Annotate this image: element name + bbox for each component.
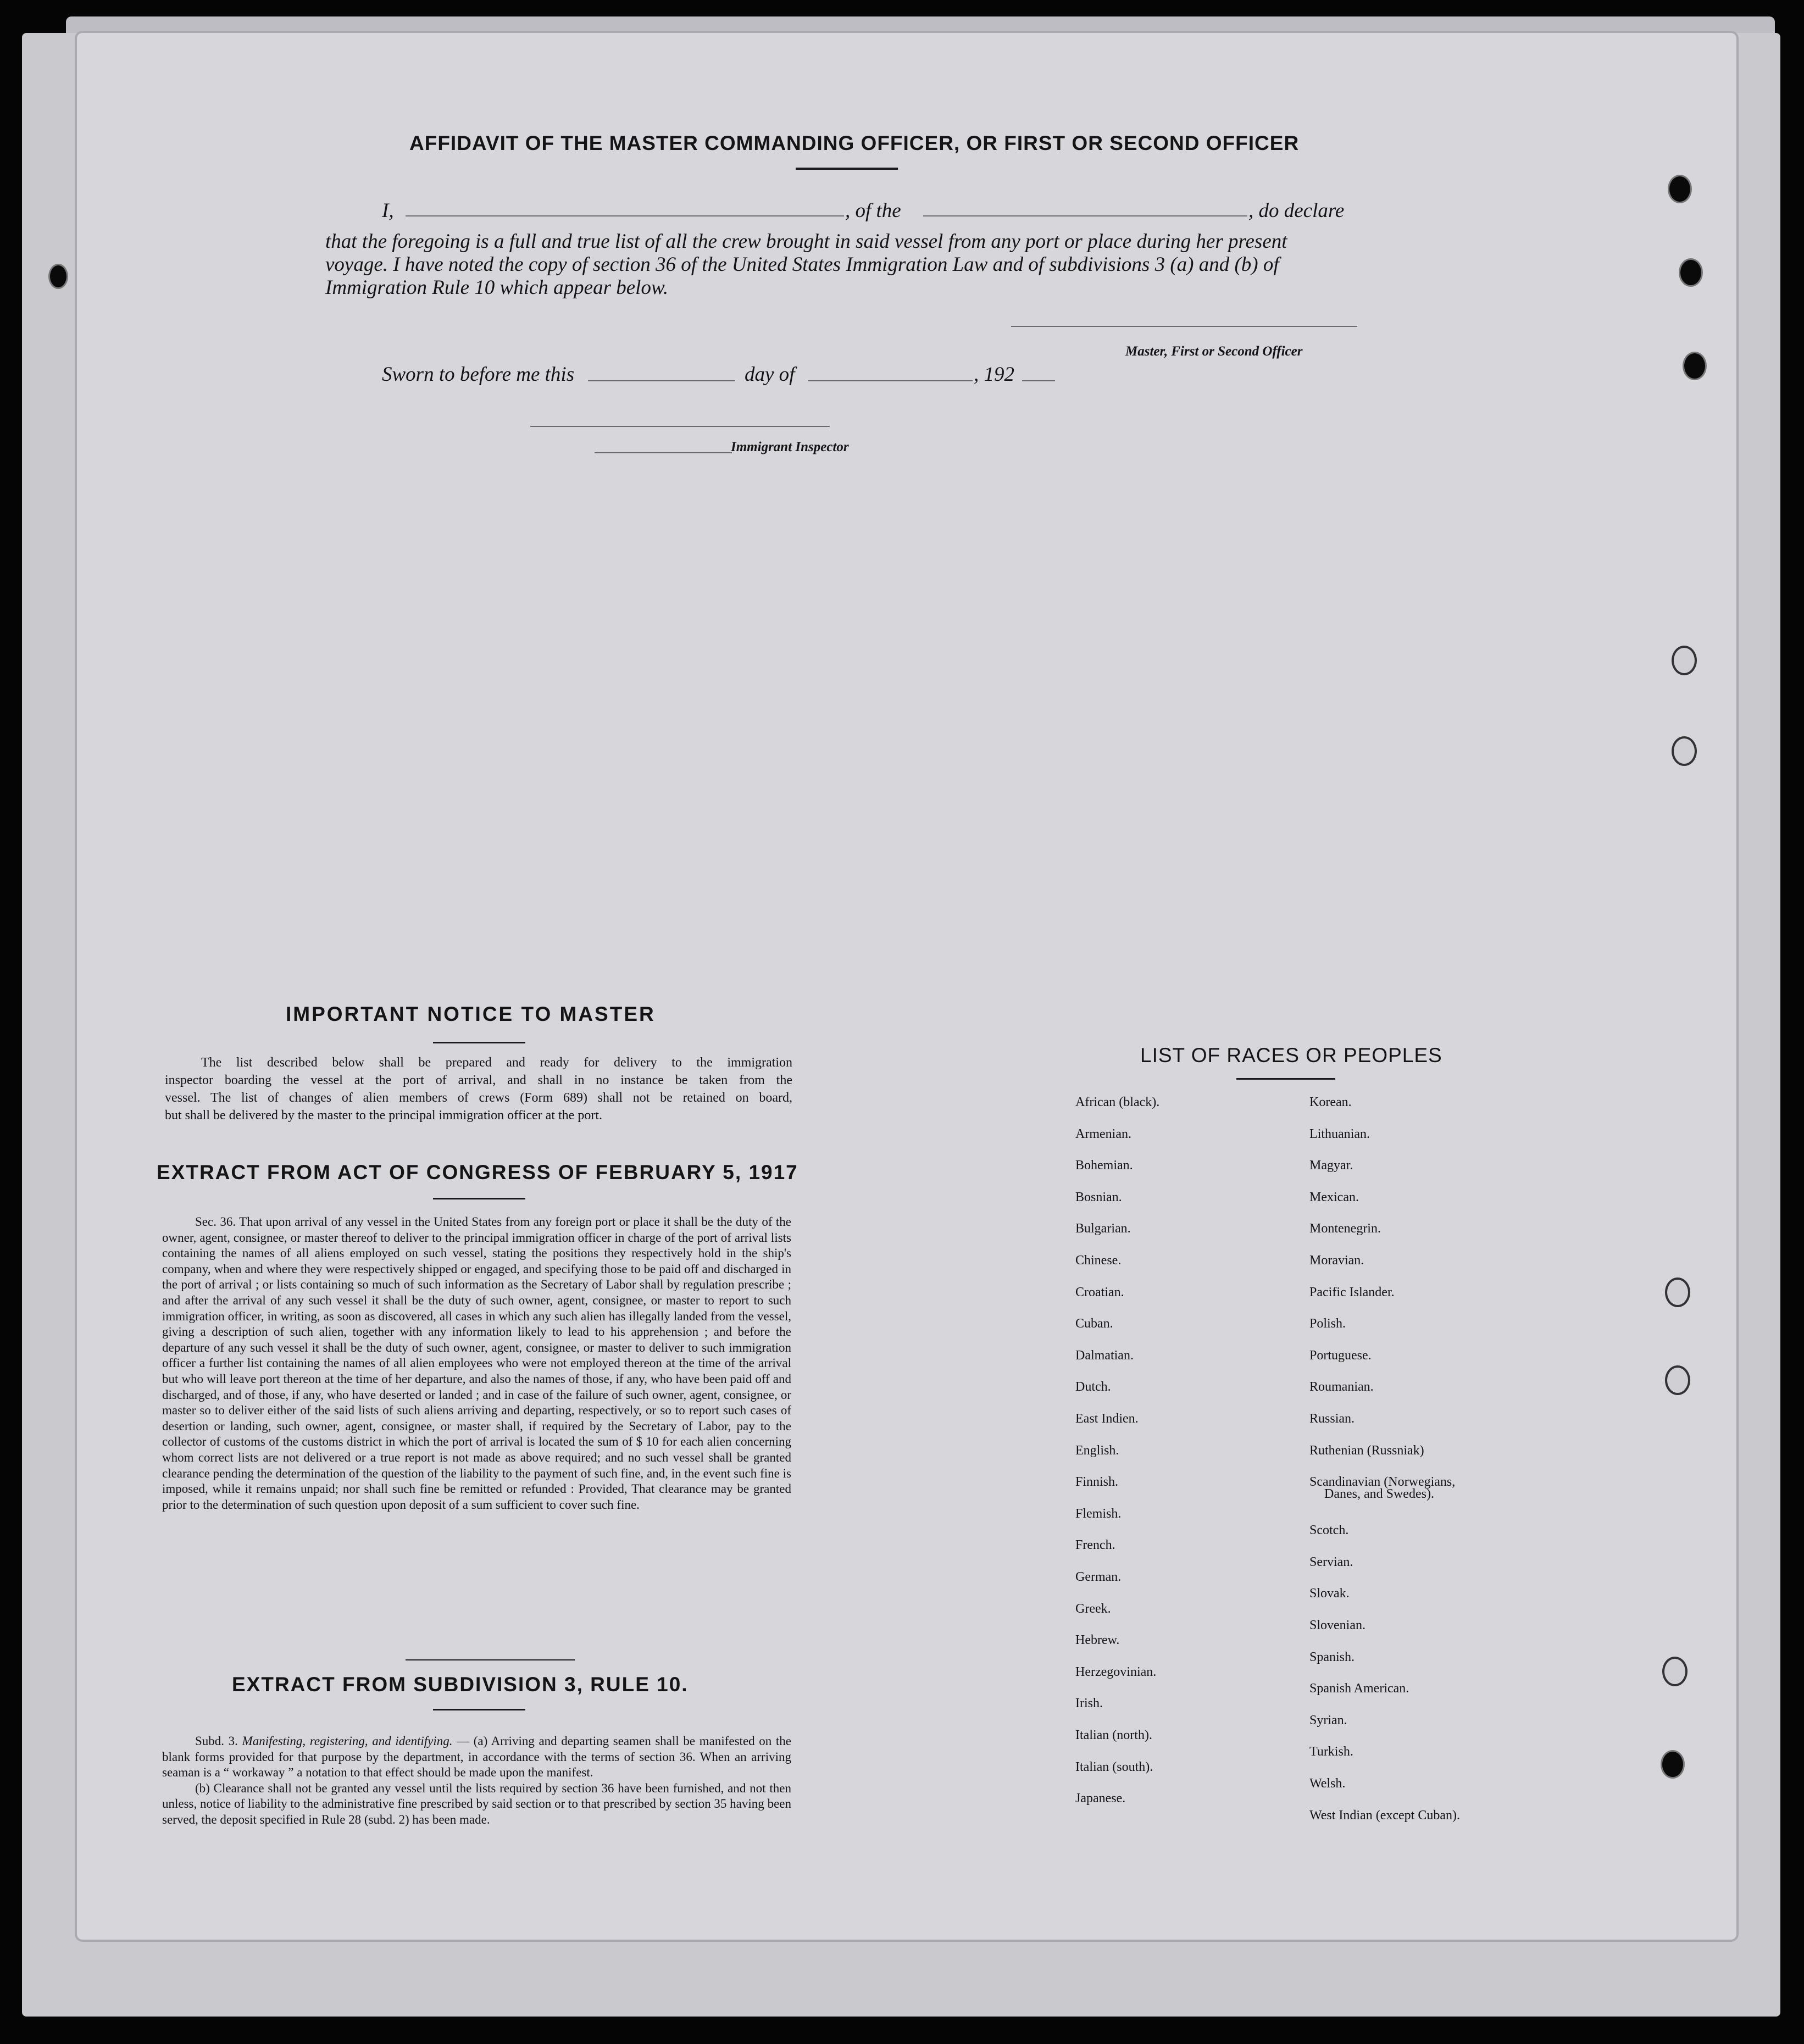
race-item: Roumanian. (1309, 1380, 1374, 1395)
binder-hole-icon (1661, 1750, 1685, 1779)
race-item: Cuban. (1075, 1317, 1113, 1331)
races-heading: LIST OF RACES OR PEOPLES (1140, 1044, 1442, 1067)
race-item: Italian (north). (1075, 1728, 1152, 1742)
race-item: Croatian. (1075, 1285, 1124, 1299)
extract-act-underline (433, 1198, 525, 1199)
inspector-signature-line (530, 426, 830, 427)
master-signature-label: Master, First or Second Officer (1125, 344, 1303, 359)
subd-prefix: Subd. 3. (195, 1734, 238, 1748)
race-item: Italian (south). (1075, 1759, 1153, 1774)
race-item: Spanish American. (1309, 1681, 1409, 1696)
race-item: Dutch. (1075, 1380, 1111, 1395)
affidavit-i-label: I, (382, 199, 394, 222)
paragraph-a (162, 1734, 791, 1781)
section-divider (406, 1659, 575, 1660)
race-item: Moravian. (1309, 1253, 1364, 1268)
year-prefix: , 192 (974, 363, 1014, 386)
extract-rule-underline (433, 1709, 525, 1710)
race-item-continuation: Danes, and Swedes). (1324, 1487, 1434, 1501)
race-item: Portuguese. (1309, 1348, 1372, 1363)
affidavit-line-1: that the foregoing is a full and true list of all the crew brought in said vessel from any port or place during her present (325, 230, 1287, 253)
race-item: French. (1075, 1538, 1115, 1553)
master-signature-line (1011, 326, 1357, 327)
notice-line-2: inspector boarding the vessel at the port of arrival, and shall in no instance be taken from the (165, 1073, 792, 1087)
binder-hole-icon (1672, 646, 1697, 675)
race-item: Polish. (1309, 1317, 1346, 1331)
paragraph-b (162, 1781, 791, 1828)
race-item: African (black). (1075, 1095, 1160, 1109)
extract-rule-heading: EXTRACT FROM SUBDIVISION 3, RULE 10. (232, 1673, 689, 1696)
race-item: Irish. (1075, 1696, 1103, 1711)
race-item: Hebrew. (1075, 1633, 1120, 1648)
binder-hole-icon (1665, 1365, 1690, 1395)
inspector-label: Immigrant Inspector (731, 440, 849, 454)
notice-text (165, 1054, 792, 1124)
race-item: Montenegrin. (1309, 1221, 1381, 1236)
binder-hole-icon (1662, 1657, 1688, 1686)
heading-underline (796, 168, 898, 170)
race-item: Magyar. (1309, 1158, 1353, 1173)
race-item: Japanese. (1075, 1791, 1126, 1806)
race-item: Korean. (1309, 1095, 1352, 1109)
notice-line-3: vessel. The list of changes of alien members of crews (Form 689) shall not be retained on board, (165, 1091, 792, 1105)
race-item: Slovenian. (1309, 1618, 1366, 1632)
subdivision-3-text (162, 1734, 791, 1828)
race-item: Turkish. (1309, 1745, 1353, 1759)
notice-heading: IMPORTANT NOTICE TO MASTER (286, 1003, 656, 1025)
notice-underline (433, 1042, 525, 1043)
races-underline (1236, 1078, 1335, 1080)
sworn-label: Sworn to before me this (382, 363, 575, 386)
extract-act-heading: EXTRACT FROM ACT OF CONGRESS OF FEBRUARY 5, 1917 (157, 1161, 798, 1184)
affidavit-of-the-label: , of the (845, 199, 901, 222)
race-item: Chinese. (1075, 1253, 1122, 1268)
year-blank-line (1022, 380, 1055, 381)
section-36-body: Sec. 36. That upon arrival of any vessel in the United States from any foreign port or place it shall be the duty of the owner, agent, consignee, or master thereof to deliver to the principal immigration officer in charge of the port of arrival lists containing the names of all aliens employed on such vessel, stating the positions they respectively hold in the ship's company, when and where they were respectively shipped or engaged, and specifying those to be paid off and discharged in the port of arrival ; or lists containing so much of such information as the Secretary of Labor shall by regulation prescribe ; and after the arrival of any such vessel it shall be the duty of such owner, agent, consignee, or master to report to such immigration officer, in writing, as soon as discovered, all cases in which any such alien has illegally landed from the vessel, giving a description of such alien, together with any information likely to lead to his apprehension ; and before the departure of any such vessel it shall be the duty of such owner, agent, consignee, or master to deliver to such immigration officer a further list containing the names of all alien employees who were not employed thereon at the time of the arrival but who will leave port thereon at the time of her departure, and also the names of those, if any, who have been paid off and discharged, and of those, if any, who have deserted or landed ; and in case of the failure of such owner, agent, consignee, or master so to deliver either of the said lists of such aliens arriving and departing, respectively, or so to report such cases of desertion or landing, such owner, agent, consignee, or master shall, if required by the Secretary of Labor, pay to the collector of customs of the customs district in which the port of arrival is located the sum of $ 10 for each alien concerning whom correct lists are not delivered or a true report is not made as above required; and no such vessel shall be granted clearance pending the determination of the question of the liability to the payment of such fine, and, in the event such fine is imposed, while it remains unpaid; nor shall such fine be remitted or refunded : Provided, That clearance may be granted prior to the determination of such question upon deposit of a sum sufficient to cover such fine. (162, 1215, 791, 1512)
race-item: English. (1075, 1443, 1119, 1458)
race-item: Scotch. (1309, 1523, 1349, 1538)
race-item: Spanish. (1309, 1649, 1355, 1664)
month-blank-line (808, 380, 973, 381)
race-item: Finnish. (1075, 1475, 1119, 1490)
binder-hole-icon (1683, 352, 1707, 380)
race-item: Dalmatian. (1075, 1348, 1134, 1363)
binder-hole-icon (1668, 175, 1692, 203)
race-item: Armenian. (1075, 1126, 1131, 1141)
subd-title: Manifesting, registering, and identifying. (242, 1734, 453, 1748)
binder-hole-icon (48, 264, 68, 289)
affidavit-do-declare: , do declare (1248, 199, 1345, 222)
race-item: East Indien. (1075, 1412, 1139, 1426)
affidavit-line-2: voyage. I have noted the copy of section 36 of the United States Immigration Law and of subdivisions 3 (a) and (b) of (325, 253, 1279, 276)
race-item: Bohemian. (1075, 1158, 1133, 1173)
race-item: Russian. (1309, 1412, 1355, 1426)
day-of-label: day of (745, 363, 795, 386)
subd-b-text: (b) Clearance shall not be granted any vessel until the lists required by section 36 have been furnished, and not then unless, notice of liability to the administrative fine prescribed by said section or to that prescribed by section 35 having been served, the deposit specified in Rule 28 (subd. 2) has been made. (162, 1781, 791, 1826)
section-36-text (162, 1214, 791, 1513)
document-page (77, 33, 1736, 1940)
race-item: Herzegovinian. (1075, 1664, 1157, 1679)
race-item: Bosnian. (1075, 1190, 1122, 1204)
race-item: Welsh. (1309, 1776, 1346, 1791)
race-item: Scandinavian (Norwegians, (1309, 1475, 1456, 1490)
race-item: Lithuanian. (1309, 1126, 1370, 1141)
race-item: German. (1075, 1570, 1122, 1584)
subd-a-text: — (a) Arriving and departing seamen shall be manifested on the blank forms provided for that purpose by the department, in accordance with the terms of section 36. When an arriving seaman is a “ workaway ” a notation to that effect should be made upon the manifest. (162, 1734, 791, 1779)
race-item: Mexican. (1309, 1190, 1359, 1204)
race-item: Servian. (1309, 1554, 1353, 1569)
inspector-signature-line-2 (595, 452, 732, 453)
race-item: Flemish. (1075, 1506, 1122, 1521)
race-item: Pacific Islander. (1309, 1285, 1395, 1299)
race-item: West Indian (except Cuban). (1309, 1808, 1460, 1823)
notice-line-4: but shall be delivered by the master to the principal immigration officer at the port. (165, 1108, 602, 1123)
race-item: Syrian. (1309, 1713, 1347, 1728)
name-blank-line (406, 215, 844, 216)
race-item: Slovak. (1309, 1586, 1350, 1601)
notice-line-1: The list described below shall be prepared and ready for delivery to the immigration (201, 1056, 792, 1070)
binder-hole-icon (1672, 736, 1697, 766)
race-item: Greek. (1075, 1601, 1111, 1616)
race-item: Bulgarian. (1075, 1221, 1131, 1236)
vessel-blank-line (923, 215, 1247, 216)
affidavit-line-3: Immigration Rule 10 which appear below. (325, 276, 669, 299)
binder-hole-icon (1665, 1278, 1690, 1307)
day-blank-line (588, 380, 735, 381)
binder-hole-icon (1679, 258, 1703, 287)
affidavit-heading: AFFIDAVIT OF THE MASTER COMMANDING OFFICER, OR FIRST OR SECOND OFFICER (409, 132, 1300, 154)
race-item: Ruthenian (Russniak) (1309, 1443, 1424, 1458)
